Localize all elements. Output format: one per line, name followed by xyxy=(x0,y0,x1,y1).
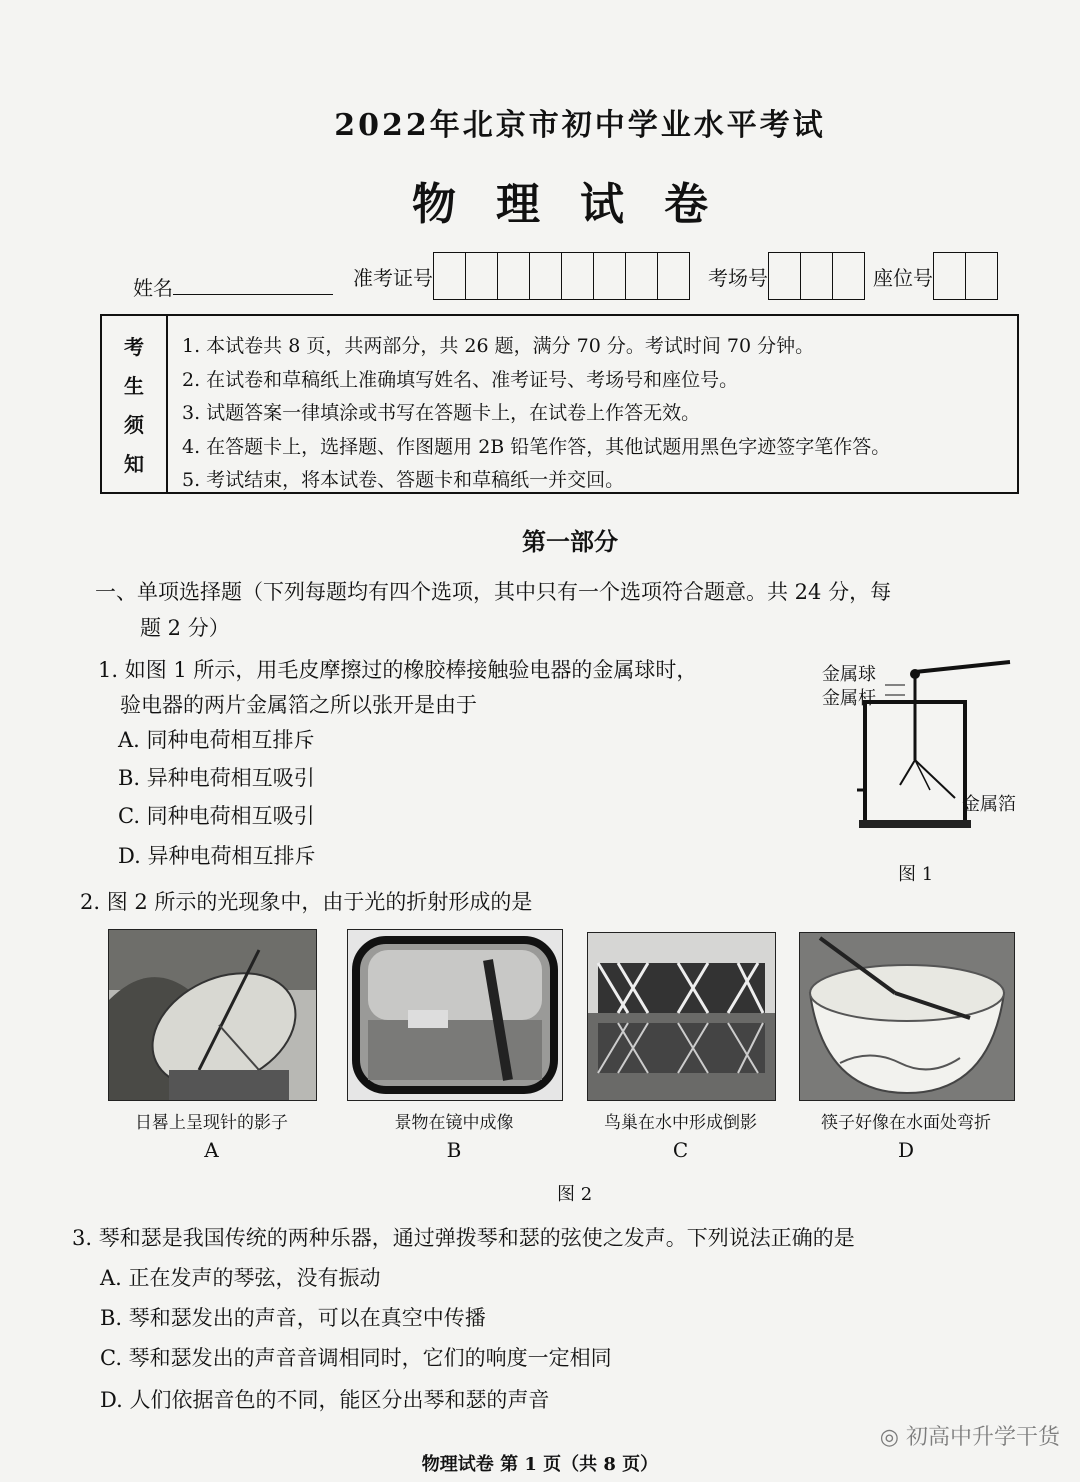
notice-item: 1. 本试卷共 8 页，共两部分，共 26 题，满分 70 分。考试时间 70 分钟。 xyxy=(182,335,815,357)
image-a-letter[interactable]: A xyxy=(204,1138,219,1162)
page-footer: 物理试卷 第 1 页（共 8 页） xyxy=(421,1454,659,1475)
seat-label: 座位号 xyxy=(873,265,933,290)
sundial-image xyxy=(109,930,316,1100)
q1-option-c[interactable]: C. 同种电荷相互吸引 xyxy=(118,804,315,828)
exam-title: 2022年北京市初中学业水平考试 xyxy=(334,108,826,143)
q3-option-b[interactable]: B. 琴和瑟发出的声音，可以在真空中传播 xyxy=(100,1306,486,1330)
wechat-icon: ◎ xyxy=(879,1425,906,1450)
metal-foil-right xyxy=(915,760,955,798)
label-metal-ball: 金属球 xyxy=(822,664,876,685)
notice-item: 5. 考试结束，将本试卷、答题卡和草稿纸一并交回。 xyxy=(182,469,625,491)
room-field[interactable] xyxy=(708,252,865,300)
label-metal-rod: 金属杆 xyxy=(822,688,876,709)
notice-item: 4. 在答题卡上，选择题、作图题用 2B 铅笔作答，其他试题用黑色字迹签字笔作答。 xyxy=(182,435,891,458)
name-field[interactable] xyxy=(133,272,333,301)
notice-item: 3. 试题答案一律填涂或书写在答题卡上，在试卷上作答无效。 xyxy=(182,402,701,424)
image-d-caption: 筷子好像在水面处弯折 xyxy=(821,1113,991,1133)
image-a-sundial[interactable] xyxy=(108,929,317,1101)
watermark: ◎ 初高中升学干货 xyxy=(879,1425,1060,1450)
image-a-caption: 日晷上呈现针的影子 xyxy=(135,1113,288,1133)
section-instructions-line2: 题 2 分） xyxy=(140,616,230,640)
notice-item: 2. 在试卷和草稿纸上准确填写姓名、准考证号、考场号和座位号。 xyxy=(182,368,739,391)
q1-stem-line2: 验电器的两片金属箔之所以张开是由于 xyxy=(120,693,477,717)
q3-option-c[interactable]: C. 琴和瑟发出的声音音调相同时，它们的响度一定相同 xyxy=(100,1346,612,1370)
q3-stem: 3. 琴和瑟是我国传统的两种乐器，通过弹拨琴和瑟的弦使之发声。下列说法正确的是 xyxy=(72,1226,855,1250)
exam-notice-box xyxy=(100,314,1019,494)
q2-stem: 2. 图 2 所示的光现象中，由于光的折射形成的是 xyxy=(80,890,533,914)
notice-label: 考 生 须 知 xyxy=(102,316,168,492)
figure2-caption: 图 2 xyxy=(557,1184,593,1205)
q1-stem-line1: 1. 如图 1 所示，用毛皮摩擦过的橡胶棒接触验电器的金属球时， xyxy=(98,658,698,682)
q3-option-d[interactable]: D. 人们依据音色的不同，能区分出琴和瑟的声音 xyxy=(100,1388,550,1412)
image-b-caption: 景物在镜中成像 xyxy=(394,1113,514,1133)
image-b-letter[interactable]: B xyxy=(446,1138,462,1162)
name-label: 姓名 xyxy=(133,276,173,300)
room-label: 考场号 xyxy=(708,265,768,290)
chopsticks-image xyxy=(800,933,1014,1100)
image-d-letter[interactable]: D xyxy=(897,1138,915,1162)
mirror-image xyxy=(348,930,562,1100)
q3-option-a[interactable]: A. 正在发声的琴弦，没有振动 xyxy=(100,1266,381,1290)
room-boxes[interactable] xyxy=(768,252,865,300)
rubber-rod xyxy=(915,662,1010,672)
image-c-letter[interactable]: C xyxy=(672,1138,689,1162)
ticket-label: 准考证号 xyxy=(353,265,433,290)
metal-foil-left xyxy=(900,760,915,785)
subject-title: 物理试卷 xyxy=(412,179,748,230)
part-title: 第一部分 xyxy=(522,527,618,556)
image-d-chopsticks[interactable] xyxy=(799,932,1015,1101)
image-b-mirror[interactable] xyxy=(347,929,563,1101)
section-instructions-line1: 一、单项选择题（下列每题均有四个选项，其中只有一个选项符合题意。共 24 分，每 xyxy=(95,580,892,604)
name-blank[interactable] xyxy=(173,274,333,295)
figure1-caption: 图 1 xyxy=(898,864,934,885)
seat-field[interactable] xyxy=(873,252,998,300)
electroscope-figure xyxy=(845,650,1015,840)
q1-option-a[interactable]: A. 同种电荷相互排斥 xyxy=(118,728,315,752)
image-c-caption: 鸟巢在水中形成倒影 xyxy=(604,1113,757,1133)
q1-option-b[interactable]: B. 异种电荷相互吸引 xyxy=(118,766,315,790)
label-metal-foil: 金属箔 xyxy=(962,794,1016,815)
seat-boxes[interactable] xyxy=(933,252,998,300)
electroscope-base xyxy=(859,820,971,828)
image-c-birds-nest[interactable] xyxy=(587,932,776,1101)
ticket-field[interactable] xyxy=(353,252,690,300)
q1-option-d[interactable]: D. 异种电荷相互排斥 xyxy=(118,844,316,868)
birds-nest-image xyxy=(588,933,775,1100)
ticket-boxes[interactable] xyxy=(433,252,690,300)
notice-list xyxy=(168,316,1017,492)
